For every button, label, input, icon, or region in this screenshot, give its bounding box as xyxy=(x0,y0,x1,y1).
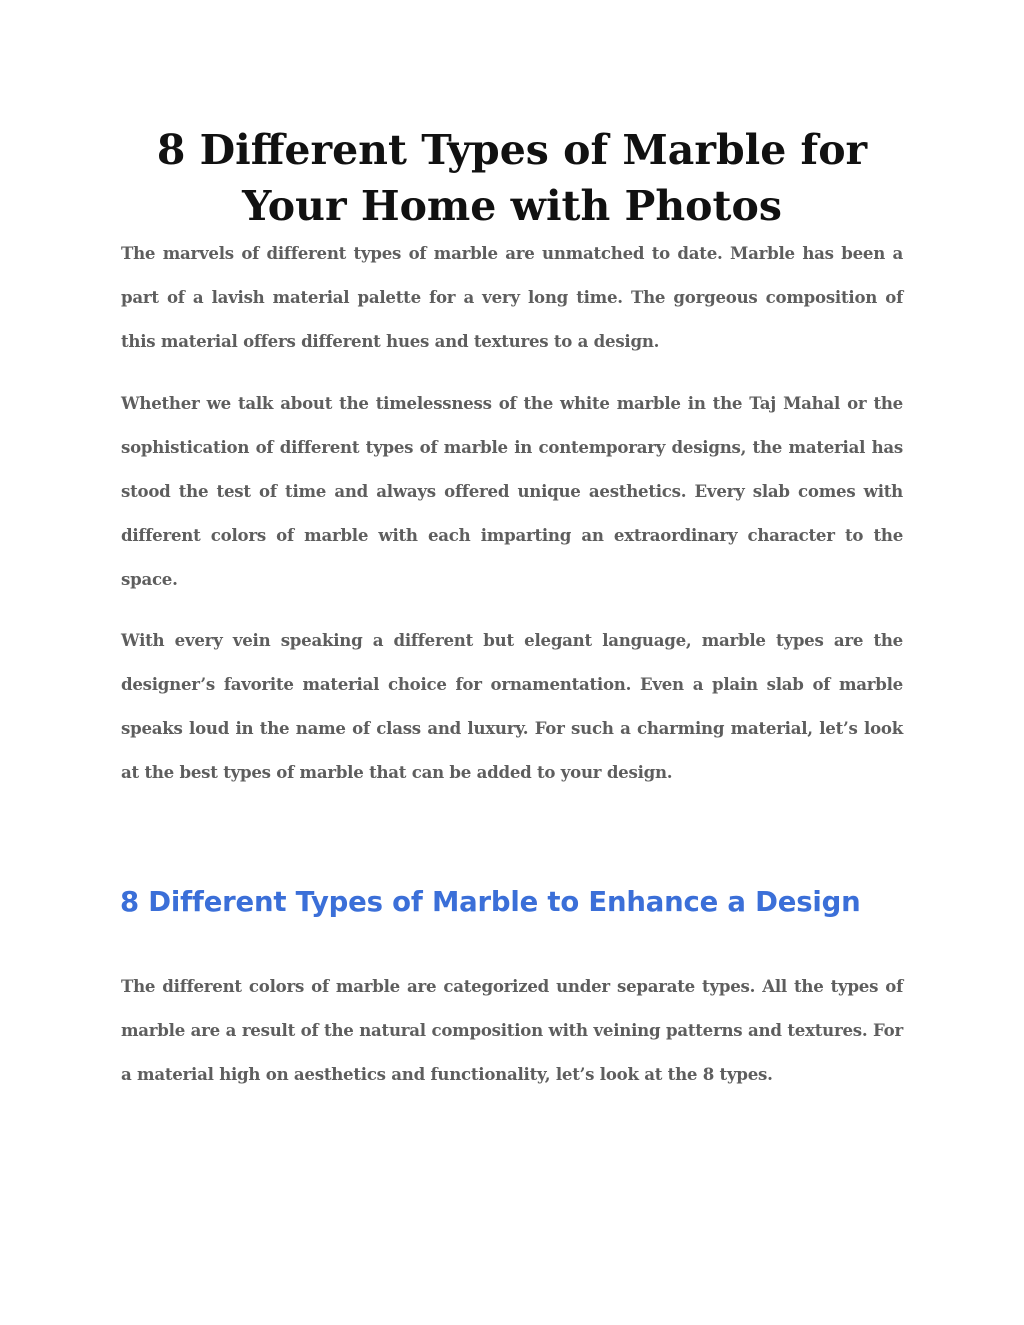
section-paragraph: The different colors of marble are categorized under separate types. All the types of marble are a result of the natural composition with veining patterns and textures. For a material high on aesthetics and functionality, let’s look at the 8 types. xyxy=(121,976,903,1084)
history-paragraph: Whether we talk about the timelessness of the white marble in the Taj Mahal or the sophistication of different types of marble in contemporary designs, the material has stood the test of time and always offered unique aesthetics. Every slab comes with different colors of marble with each imparting an extraordinary character to the space. xyxy=(121,393,903,589)
intro-paragraph: The marvels of different types of marble are unmatched to date. Marble has been a part of a lavish material palette for a very long time. The gorgeous composition of this material offers different hues and textures to a design. xyxy=(121,243,903,351)
design-paragraph: With every vein speaking a different but elegant language, marble types are the designer’s favorite material choice for ornamentation. Even a plain slab of marble speaks loud in the name of class and luxury. For such a charming material, let’s look at the best types of marble that can be added to your design. xyxy=(121,630,903,782)
title-line-2: Your Home with Photos xyxy=(242,182,782,230)
document-title xyxy=(120,122,904,234)
section-heading: 8 Different Types of Marble to Enhance a Design xyxy=(120,886,861,918)
title-line-1: 8 Different Types of Marble for xyxy=(156,126,868,174)
